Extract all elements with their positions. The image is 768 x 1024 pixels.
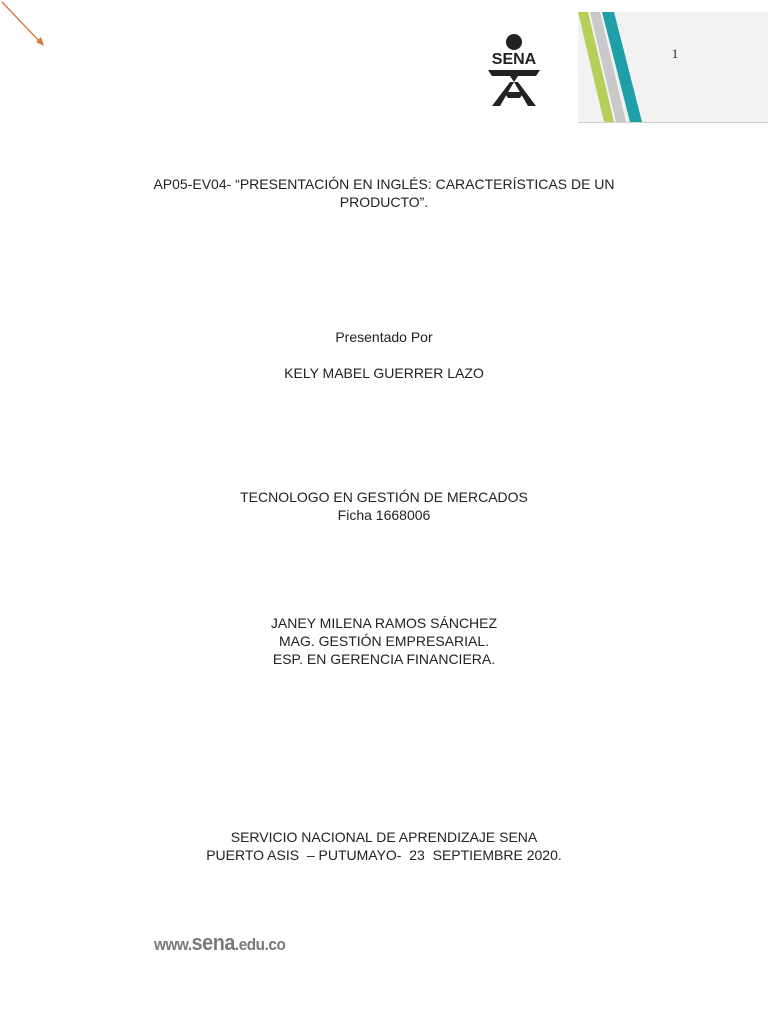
institution-block	[0, 828, 768, 864]
corner-arrow-icon	[0, 0, 50, 50]
instructor-degree-2: ESP. EN GERENCIA FINANCIERA.	[272, 651, 496, 667]
author-name-text: KELY MABEL GUERRER LAZO	[284, 365, 484, 381]
institution-name: SERVICIO NACIONAL DE APRENDIZAJE SENA	[230, 829, 538, 845]
presented-by-label	[0, 328, 768, 346]
header-stripes	[578, 12, 658, 122]
instructor-name: JANEY MILENA RAMOS SÁNCHEZ	[270, 615, 498, 631]
url-brand: sena	[191, 930, 235, 955]
author-name	[0, 364, 768, 382]
instructor-block	[0, 614, 768, 668]
presented-by-text: Presentado Por	[335, 329, 433, 345]
sena-logo	[474, 30, 554, 110]
footer-url	[154, 930, 285, 956]
instructor-degree-1: MAG. GESTIÓN EMPRESARIAL.	[278, 633, 490, 649]
document-title	[0, 175, 768, 211]
program-ficha: Ficha 1668006	[337, 507, 431, 523]
logo-text: SENA	[491, 51, 537, 68]
url-prefix: www.	[154, 935, 192, 954]
page-number: 1	[671, 46, 679, 61]
title-line-2: PRODUCTO”.	[339, 194, 429, 210]
program-block	[0, 488, 768, 524]
title-line-1: AP05-EV04- “PRESENTACIÓN EN INGLÉS: CARACTERÍSTICAS DE UN	[153, 176, 615, 192]
url-suffix: .edu.co	[234, 935, 286, 954]
place-date: PUERTO ASIS – PUTUMAYO- 23 SEPTIEMBRE 2020.	[206, 847, 562, 863]
program-name: TECNOLOGO EN GESTIÓN DE MERCADOS	[240, 489, 528, 505]
